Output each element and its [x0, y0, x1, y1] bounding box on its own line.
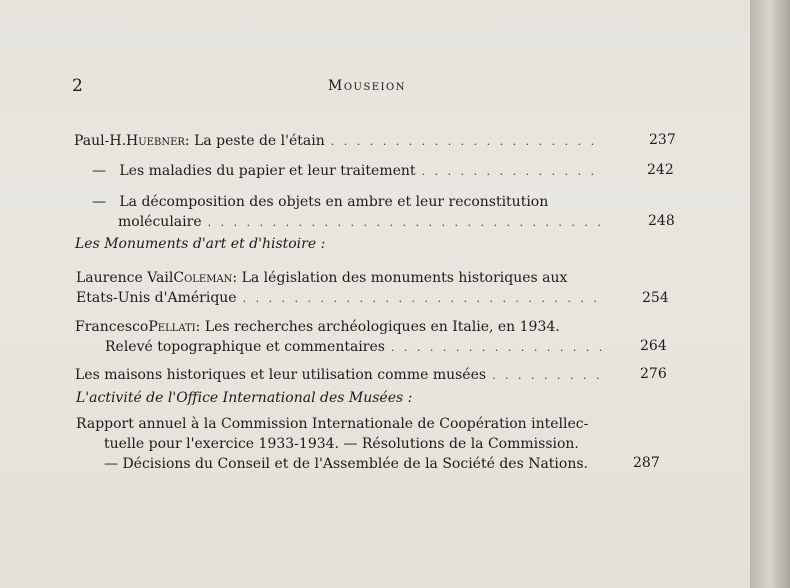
page-ref: 264: [640, 338, 667, 354]
page-ref: 248: [648, 213, 675, 229]
toc-entry-coleman: [76, 268, 610, 309]
section-heading-office: L'activité de l'Office International des Musées :: [76, 390, 413, 406]
entry-title-line1: La décomposition des objets en ambre et leur reconstitution: [119, 194, 549, 210]
dash-prefix: —: [92, 194, 106, 210]
page-ref: 276: [640, 366, 667, 382]
author-last: Coleman: [173, 270, 233, 286]
entry-title: Les maladies du papier et leur traitement: [119, 163, 416, 179]
entry-title-line2: Relevé topographique et commentaires: [105, 339, 385, 355]
author-first: Francesco: [75, 319, 149, 335]
entry-title-line3: — Décisions du Conseil et de l'Assemblée de la Société des Nations.: [104, 456, 588, 472]
leader-dots: [243, 289, 604, 309]
author-first: Laurence Vail: [76, 270, 174, 286]
leader-dots: [391, 338, 604, 358]
book-page-edge: [750, 0, 790, 588]
page-ref: 237: [649, 132, 676, 148]
page-ref: 242: [647, 162, 674, 178]
entry-title-line1: : La législation des monuments historiques aux: [232, 270, 568, 286]
entry-title-line1: : Les recherches archéologiques en Italie, en 1934.: [195, 319, 560, 335]
entry-title: Les maisons historiques et leur utilisation comme musées: [75, 367, 487, 383]
page-ref: 287: [633, 455, 660, 471]
toc-entry-pellati: [75, 317, 610, 358]
toc-entry-ambre: [92, 192, 612, 233]
author-first: Paul-H.: [74, 133, 127, 149]
page-header: [72, 76, 682, 100]
page-ref: 254: [642, 290, 669, 306]
leader-dots: [492, 366, 604, 386]
dash-prefix: —: [92, 163, 106, 179]
leader-dots: [208, 213, 606, 233]
leader-dots: [331, 132, 604, 152]
running-title: Mouseion: [328, 78, 407, 94]
toc-entry-rapport: [76, 414, 616, 474]
toc-entry-maladies-papier: [92, 161, 610, 182]
toc-entry-huebner-peste: [74, 131, 610, 152]
section-heading-monuments: Les Monuments d'art et d'histoire :: [75, 236, 326, 252]
entry-title: : La peste de l'étain: [184, 133, 325, 149]
entry-title-line2: Etats-Unis d'Amérique: [76, 290, 237, 306]
entry-title-line2: tuelle pour l'exercice 1933-1934. — Résolutions de la Commission.: [104, 436, 579, 452]
toc-entry-maisons: [75, 365, 610, 386]
entry-title-line2: moléculaire: [118, 214, 202, 230]
author-last: Pellati: [148, 319, 196, 335]
leader-dots: [422, 162, 604, 182]
entry-title-line1: Rapport annuel à la Commission Internationale de Coopération intellec-: [76, 416, 589, 432]
author-last: Huebner: [126, 133, 185, 149]
page-number: 2: [72, 76, 83, 96]
